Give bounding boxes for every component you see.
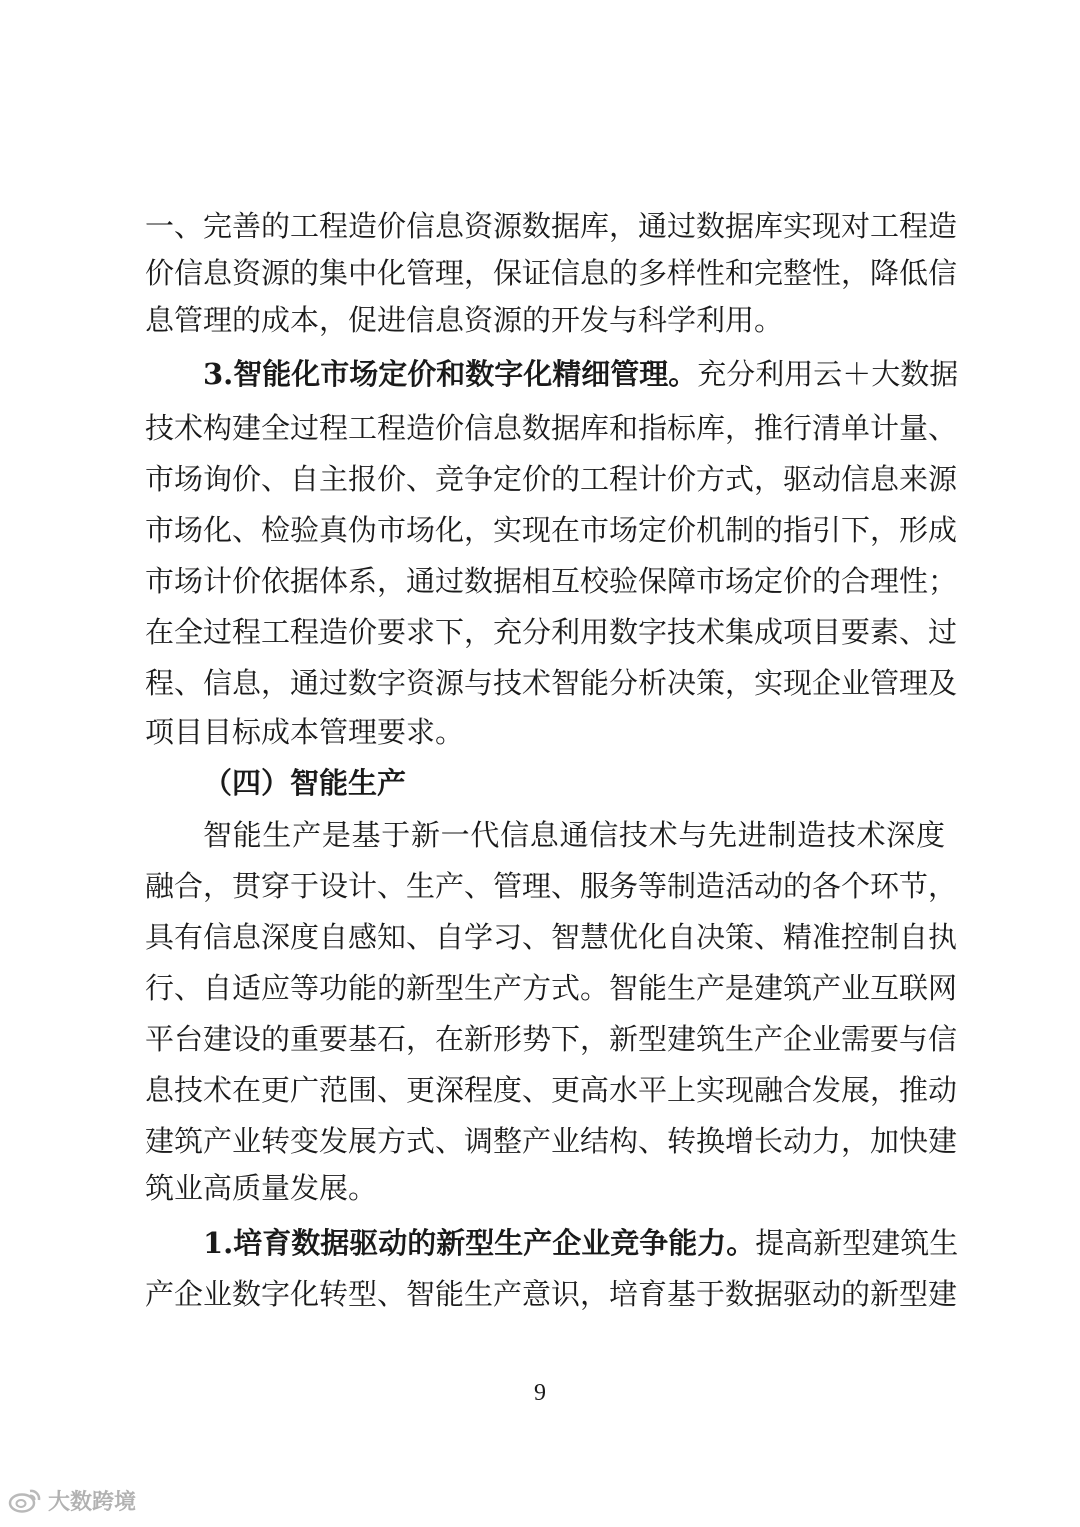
section-heading: （四）智能生产 bbox=[203, 766, 407, 800]
body-line: 产企业数字化转型、智能生产意识，培育基于数据驱动的新型建 bbox=[145, 1277, 958, 1311]
page-number: 9 bbox=[534, 1380, 546, 1406]
body-line: 项目目标成本管理要求。 bbox=[145, 715, 465, 749]
weibo-logo-icon bbox=[8, 1486, 42, 1514]
body-line: 程、信息，通过数字资源与技术智能分析决策，实现企业管理及 bbox=[145, 666, 958, 700]
item-3-title: 3.智能化市场定价和数字化精细管理。 bbox=[203, 357, 698, 391]
body-line: 价信息资源的集中化管理，保证信息的多样性和完整性，降低信 bbox=[145, 256, 958, 290]
body-line: 建筑产业转变发展方式、调整产业结构、转换增长动力，加快建 bbox=[145, 1124, 958, 1158]
body-line: 行、自适应等功能的新型生产方式。智能生产是建筑产业互联网 bbox=[145, 971, 958, 1005]
body-line: 一、完善的工程造价信息资源数据库，通过数据库实现对工程造 bbox=[145, 209, 958, 243]
body-line: 息技术在更广范围、更深程度、更高水平上实现融合发展，推动 bbox=[145, 1073, 958, 1107]
body-line: 市场计价依据体系，通过数据相互校验保障市场定价的合理性； bbox=[145, 564, 958, 598]
body-line: 筑业高质量发展。 bbox=[145, 1171, 378, 1205]
item-1-title: 1.培育数据驱动的新型生产企业竞争能力。 bbox=[203, 1226, 756, 1260]
body-line: 市场化、检验真伪市场化，实现在市场定价机制的指引下，形成 bbox=[145, 513, 958, 547]
body-line: 具有信息深度自感知、自学习、智慧优化自决策、精准控制自执 bbox=[145, 920, 958, 954]
item-3-line bbox=[203, 354, 959, 394]
watermark bbox=[8, 1482, 136, 1518]
body-line: 市场询价、自主报价、竞争定价的工程计价方式，驱动信息来源 bbox=[145, 462, 958, 496]
body-line: 在全过程工程造价要求下，充分利用数字技术集成项目要素、过 bbox=[145, 615, 958, 649]
item-1-text: 提高新型建筑生 bbox=[755, 1226, 959, 1260]
item-3-text: 充分利用云＋大数据 bbox=[697, 357, 959, 391]
body-line: 息管理的成本，促进信息资源的开发与科学利用。 bbox=[145, 303, 784, 337]
watermark-text: 大数跨境 bbox=[48, 1489, 137, 1515]
body-line: 技术构建全过程工程造价信息数据库和指标库，推行清单计量、 bbox=[145, 411, 958, 445]
body-line: 智能生产是基于新一代信息通信技术与先进制造技术深度 bbox=[203, 818, 945, 852]
body-line: 平台建设的重要基石，在新形势下，新型建筑生产企业需要与信 bbox=[145, 1022, 958, 1056]
body-line: 融合，贯穿于设计、生产、管理、服务等制造活动的各个环节， bbox=[145, 869, 958, 903]
item-1-line bbox=[203, 1223, 959, 1263]
